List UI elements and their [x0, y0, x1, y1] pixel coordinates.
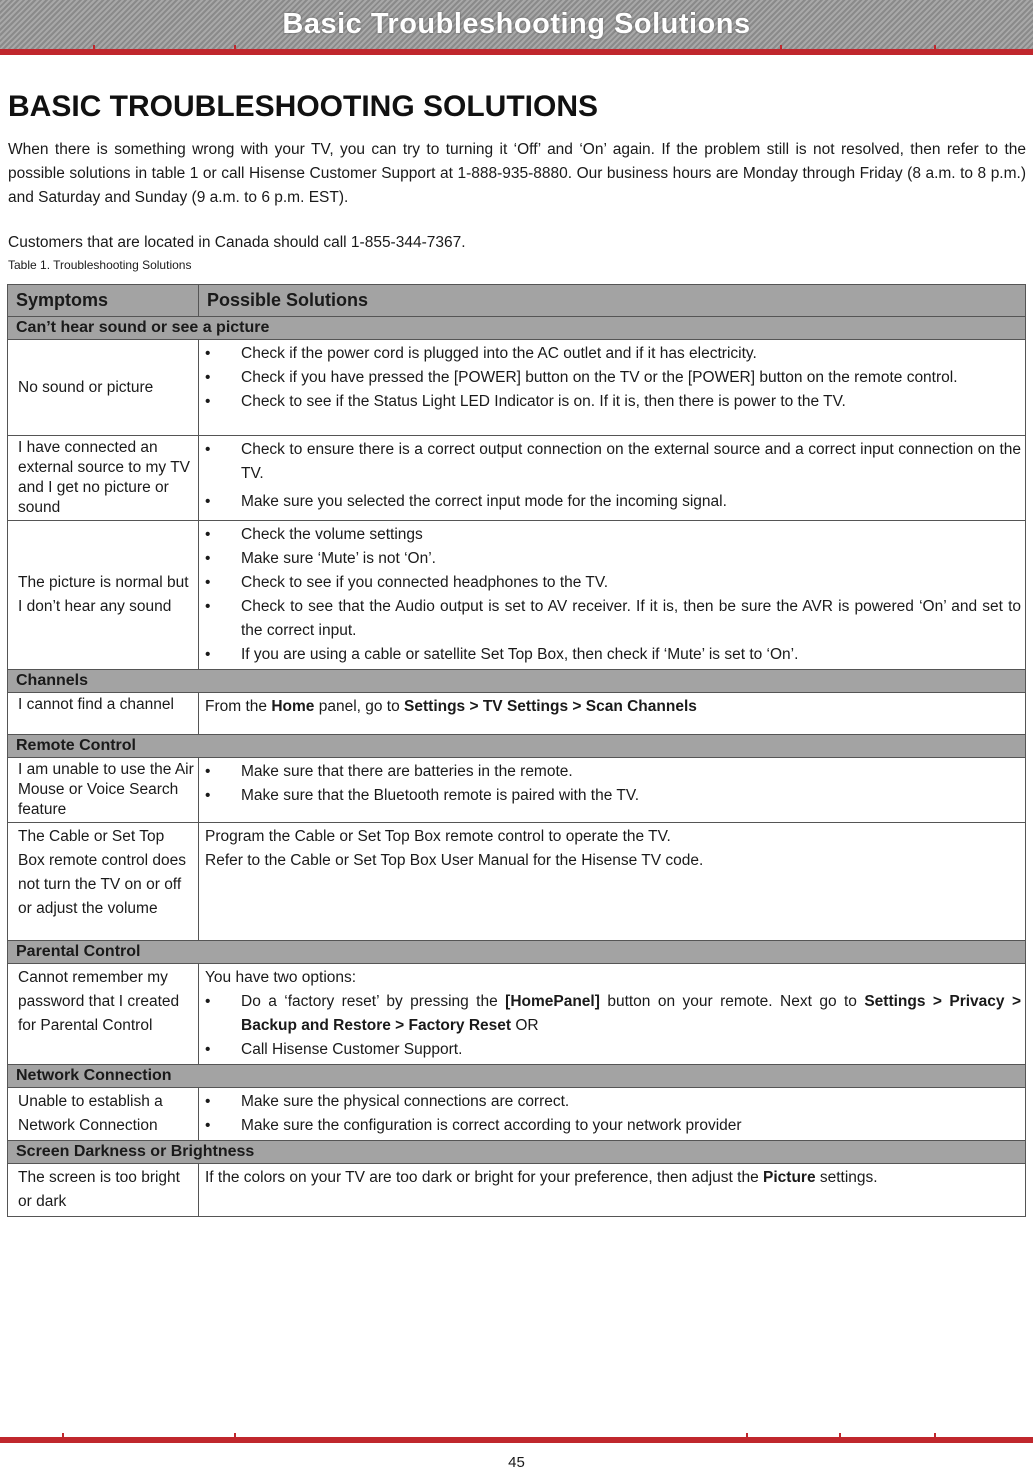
table-row	[8, 1088, 1026, 1141]
header-banner	[0, 0, 1033, 55]
table-row	[8, 758, 1026, 823]
solution-line: Program the Cable or Set Top Box remote control to operate the TV.	[205, 828, 671, 845]
symptom-cell: The screen is too bright or dark	[8, 1164, 199, 1217]
table-row	[8, 823, 1026, 941]
page-number: 45	[508, 1454, 525, 1471]
solution-cell	[199, 964, 1026, 1065]
solution-cell	[199, 1164, 1026, 1217]
solution-bullet: • Make sure ‘Mute’ is not ‘On’.	[205, 547, 1021, 571]
solution-bullet: • Make sure you selected the correct input mode for the incoming signal.	[205, 490, 1021, 514]
solution-bullet: • Check the volume settings	[205, 523, 1021, 547]
troubleshooting-table	[7, 284, 1026, 1217]
solution-text: OR	[511, 1017, 539, 1034]
column-header-symptoms: Symptoms	[8, 285, 199, 317]
solution-emphasis: [HomePanel]	[505, 993, 600, 1010]
solution-line: Refer to the Cable or Set Top Box User Manual for the Hisense TV code.	[205, 852, 704, 869]
canada-note: Customers that are located in Canada should call 1-855-344-7367.	[8, 234, 466, 251]
footer-rule	[0, 1437, 1033, 1443]
section-title: Can’t hear sound or see a picture	[8, 317, 1026, 340]
solution-emphasis: Picture	[763, 1169, 816, 1186]
solution-text: button on your remote. Next go to	[599, 993, 865, 1010]
solution-text: Do a ‘factory reset’ by pressing the	[241, 993, 506, 1010]
solution-text: panel, go to	[314, 698, 405, 715]
solution-bullet: • If you are using a cable or satellite Set Top Box, then check if ‘Mute’ is set to ‘On’.	[205, 643, 1021, 667]
symptom-cell: Unable to establish a Network Connection	[8, 1088, 199, 1141]
section-title: Network Connection	[8, 1065, 1026, 1088]
solution-bullet: • Make sure that there are batteries in the remote.	[205, 760, 1021, 784]
table-header-row	[8, 285, 1026, 317]
solution-bullet: • Check to see that the Audio output is set to AV receiver. If it is, then be sure the AVR is powered ‘On’ and set to the correct input.	[205, 595, 1021, 643]
solution-cell	[199, 693, 1026, 735]
column-header-solutions: Possible Solutions	[199, 285, 1026, 317]
solution-emphasis: Home	[271, 698, 315, 715]
symptom-cell: Cannot remember my password that I created for Parental Control	[8, 964, 199, 1065]
solution-cell	[199, 436, 1026, 521]
section-row	[8, 735, 1026, 758]
solution-text: settings.	[815, 1169, 878, 1186]
solution-bullet: • Check if you have pressed the [POWER] button on the TV or the [POWER] button on the remote control.	[205, 366, 1021, 390]
intro-paragraph: When there is something wrong with your TV, you can try to turning it ‘Off’ and ‘On’ again. If the problem still is not resolved, then refer to the possible solutions in table 1 or call Hisense Customer Support at 1-888-935-8880. Our business hours are Monday through Friday (8 a.m. to 8 p.m.) and Saturday and Sunday (9 a.m. to 6 p.m. EST).	[8, 141, 1026, 206]
section-title: Remote Control	[8, 735, 1026, 758]
solution-emphasis: Settings > TV Settings > Scan Channels	[404, 698, 697, 715]
section-title: Channels	[8, 670, 1026, 693]
solution-cell	[199, 823, 1026, 941]
table-caption: Table 1. Troubleshooting Solutions	[8, 258, 192, 272]
solution-bullet: • Make sure that the Bluetooth remote is paired with the TV.	[205, 784, 1021, 808]
section-title: Screen Darkness or Brightness	[8, 1141, 1026, 1164]
section-row	[8, 1141, 1026, 1164]
solution-cell	[199, 521, 1026, 670]
solution-cell	[199, 1088, 1026, 1141]
solution-text: From the	[205, 698, 272, 715]
section-row	[8, 1065, 1026, 1088]
solution-bullet	[205, 990, 1021, 1038]
symptom-cell: I am unable to use the Air Mouse or Voice Search feature	[8, 758, 199, 823]
solution-bullet: • Check to ensure there is a correct output connection on the external source and a correct input connection on the TV.	[205, 438, 1021, 486]
symptom-cell: No sound or picture	[8, 340, 199, 436]
solution-cell	[199, 340, 1026, 436]
table-row	[8, 521, 1026, 670]
solution-bullet: • Make sure the physical connections are correct.	[205, 1090, 1021, 1114]
symptom-cell: The picture is normal but I don’t hear any sound	[8, 521, 199, 670]
solution-intro: You have two options:	[205, 969, 357, 986]
solution-bullet: • Check if the power cord is plugged into the AC outlet and if it has electricity.	[205, 342, 1021, 366]
solution-text: If the colors on your TV are too dark or bright for your preference, then adjust the	[205, 1169, 764, 1186]
symptom-cell: The Cable or Set Top Box remote control does not turn the TV on or off or adjust the volume	[8, 823, 199, 941]
solution-bullet: • Check to see if you connected headphones to the TV.	[205, 571, 1021, 595]
table-row	[8, 693, 1026, 735]
header-rule	[0, 49, 1033, 55]
solution-emphasis: Settings > Privacy > Backup and Restore > Factory Reset	[241, 993, 1021, 1034]
section-title: Parental Control	[8, 941, 1026, 964]
solution-bullet: • Call Hisense Customer Support.	[205, 1038, 1021, 1062]
symptom-cell: I cannot find a channel	[8, 693, 199, 735]
table-row	[8, 436, 1026, 521]
table-row	[8, 340, 1026, 436]
page-title: BASIC TROUBLESHOOTING SOLUTIONS	[8, 90, 599, 123]
table-row	[8, 1164, 1026, 1217]
banner-title: Basic Troubleshooting Solutions	[282, 8, 751, 40]
symptom-cell: I have connected an external source to my TV and I get no picture or sound	[8, 436, 199, 521]
section-row	[8, 941, 1026, 964]
solution-bullet: • Check to see if the Status Light LED Indicator is on. If it is, then there is power to the TV.	[205, 390, 1021, 414]
solution-bullet: • Make sure the configuration is correct according to your network provider	[205, 1114, 1021, 1138]
table-row	[8, 964, 1026, 1065]
section-row	[8, 317, 1026, 340]
section-row	[8, 670, 1026, 693]
solution-cell	[199, 758, 1026, 823]
